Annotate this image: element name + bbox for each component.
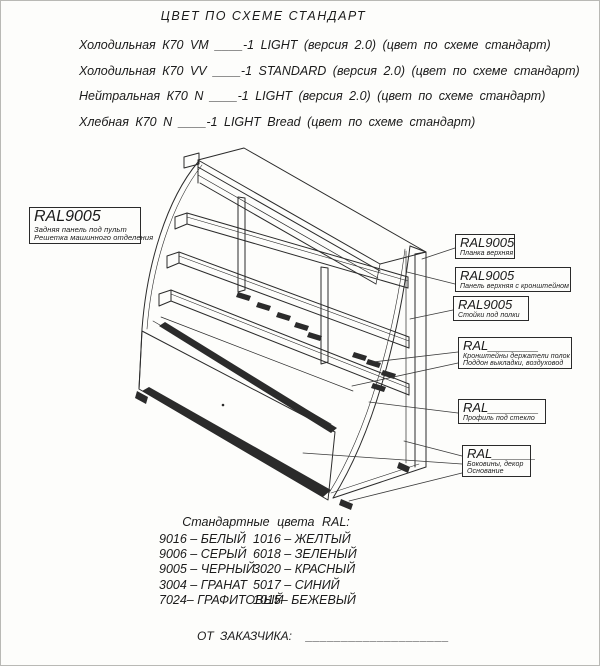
palette-entry: 3020 – КРАСНЫЙ (253, 562, 356, 577)
callout-line: Профиль под стекло (463, 414, 535, 422)
top-canopy (184, 148, 426, 284)
customer-blank: ____________________ (305, 629, 450, 643)
front-glass-left-curve (139, 162, 202, 389)
palette-entry: 9006 – СЕРЫЙ (159, 547, 247, 562)
callout-line: Основание (467, 467, 504, 475)
decor-stripe-bottom (142, 387, 331, 497)
palette-entry: 7024– ГРАФИТОВЫЙ (159, 592, 284, 607)
model-line: Холодильная К70 VV ____-1 STANDARD (версия 2.0) (цвет по схеме стандарт) (79, 63, 580, 78)
callout-line: Задняя панель под пульт (34, 224, 127, 234)
model-line: Хлебная К70 N ____-1 LIGHT Bread (цвет по схеме стандарт) (79, 114, 476, 129)
ral-code: RAL_______ (463, 338, 539, 353)
customer-line (197, 629, 449, 643)
shelf-upper (175, 213, 408, 288)
palette-entry: 9016 – БЕЛЫЙ (159, 532, 246, 546)
page-title: ЦВЕТ ПО СХЕМЕ СТАНДАРТ (160, 9, 367, 23)
callout-line: Панель верхняя с кронштейном (460, 282, 570, 290)
palette-entry: 1016 – ЖЕЛТЫЙ (253, 532, 351, 546)
ral-code: RAL______ (467, 446, 536, 461)
ral-code: RAL9005 (458, 297, 513, 312)
palette-column-right (253, 532, 357, 608)
ral-code: RAL9005 (460, 235, 515, 250)
callout-line: Боковины, декор (467, 460, 524, 468)
callout-line: Планка верхняя (460, 249, 514, 257)
ral-code: RAL9005 (34, 208, 101, 225)
callout-top-panel (455, 267, 571, 292)
callout-line: Стойки под полки (458, 311, 520, 319)
callout-brackets-tray (458, 337, 572, 369)
callout-sides-base (462, 445, 536, 477)
callout-line: Кронштейны держатели полок (463, 352, 571, 360)
customer-label: ОТ ЗАКАЗЧИКА: (197, 629, 292, 643)
callout-glass-profile (458, 399, 546, 424)
palette-entry: 5017 – СИНИЙ (253, 577, 340, 592)
palette-entry: 1015– БЕЖЕВЫЙ (253, 592, 356, 607)
callout-line: Решетка машинного отделения (34, 232, 154, 242)
callout-rear-panel (29, 207, 154, 244)
palette-entry: 6018 – ЗЕЛЕНЫЙ (253, 547, 357, 562)
model-line: Холодильная К70 VM ____-1 LIGHT (версия 2.0) (цвет по схеме стандарт) (79, 38, 551, 52)
palette-entry: 9005 – ЧЕРНЫЙ (159, 562, 255, 577)
callout-shelf-stands (453, 296, 529, 321)
callout-line: Поддон выкладки, воздуховод (463, 359, 564, 367)
model-line: Нейтральная К70 N ____-1 LIGHT (версия 2.0) (цвет по схеме стандарт) (79, 89, 546, 104)
ral-code: RAL9005 (460, 268, 515, 283)
palette-title: Стандартные цвета RAL: (182, 515, 350, 529)
palette-entry: 3004 – ГРАНАТ (159, 577, 247, 592)
base-cabinet (139, 322, 337, 500)
ral-code: RAL_______ (463, 400, 539, 415)
callout-top-strip (455, 234, 515, 259)
